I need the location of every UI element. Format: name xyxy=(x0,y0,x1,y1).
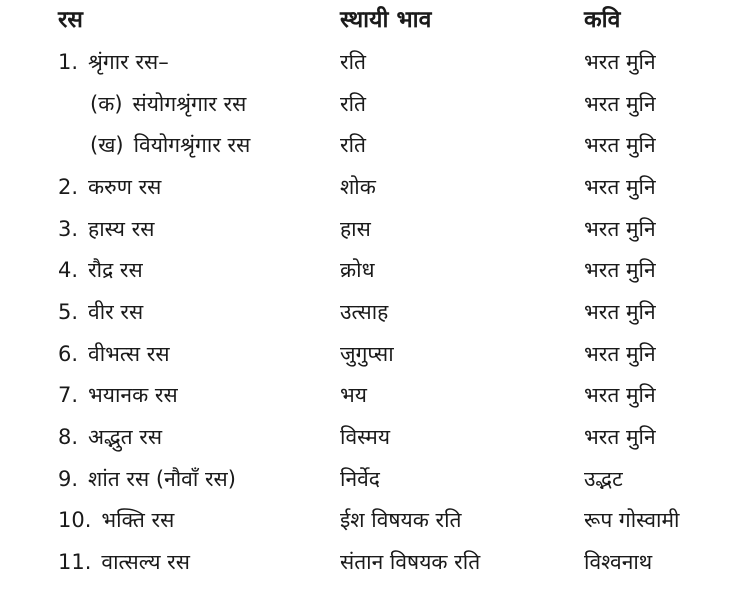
header-sthayi-bhav: स्थायी भाव xyxy=(340,7,432,33)
ras-cell xyxy=(58,417,162,457)
sthayi-bhav-cell: रति xyxy=(340,50,366,74)
ras-cell xyxy=(90,84,246,124)
row-number: 3. xyxy=(58,217,79,241)
ras-name: हास्य रस xyxy=(88,217,155,241)
kavi-cell: भरत मुनि xyxy=(584,342,656,366)
ras-cell xyxy=(58,209,154,249)
kavi-cell: भरत मुनि xyxy=(584,383,656,407)
kavi-cell: भरत मुनि xyxy=(584,258,656,282)
sthayi-bhav-cell: ईश विषयक रति xyxy=(340,508,462,532)
kavi-cell: रूप गोस्वामी xyxy=(584,508,680,532)
table-row xyxy=(0,125,747,165)
sthayi-bhav-cell: क्रोध xyxy=(340,258,375,282)
row-number: 11. xyxy=(58,550,92,574)
kavi-cell: भरत मुनि xyxy=(584,50,656,74)
sthayi-bhav-cell: निर्वेद xyxy=(340,467,380,491)
table-row xyxy=(0,334,747,374)
sthayi-bhav-cell: जुगुप्सा xyxy=(340,342,394,366)
sthayi-bhav-cell: विस्मय xyxy=(340,425,391,449)
ras-name: वीभत्स रस xyxy=(88,342,170,366)
ras-cell xyxy=(58,542,190,582)
ras-name: वात्सल्य रस xyxy=(101,550,190,574)
sthayi-bhav-cell: रति xyxy=(340,92,366,116)
table-row xyxy=(0,209,747,249)
ras-cell xyxy=(58,334,170,374)
row-number: 9. xyxy=(58,467,79,491)
kavi-cell: भरत मुनि xyxy=(584,425,656,449)
table-row xyxy=(0,292,747,332)
header-kavi: कवि xyxy=(584,7,621,33)
ras-name: करुण रस xyxy=(88,175,162,199)
ras-name: शांत रस (नौवाँ रस) xyxy=(88,467,236,491)
table-row xyxy=(0,42,747,82)
row-number: (ख) xyxy=(90,133,124,157)
row-number: 8. xyxy=(58,425,79,449)
kavi-cell: भरत मुनि xyxy=(584,175,656,199)
kavi-cell: भरत मुनि xyxy=(584,133,656,157)
row-number: 5. xyxy=(58,300,79,324)
ras-name: वियोगश्रृंगार रस xyxy=(133,133,251,157)
ras-cell xyxy=(58,250,143,290)
sthayi-bhav-cell: रति xyxy=(340,133,366,157)
sthayi-bhav-cell: हास xyxy=(340,217,371,241)
ras-cell xyxy=(58,167,161,207)
table-row xyxy=(0,459,747,499)
ras-name: भक्ति रस xyxy=(101,508,175,532)
row-number: 6. xyxy=(58,342,79,366)
ras-cell xyxy=(90,125,250,165)
ras-cell xyxy=(58,375,178,415)
ras-name: रौद्र रस xyxy=(88,258,143,282)
ras-cell xyxy=(58,42,169,82)
ras-cell xyxy=(58,459,236,499)
table-row xyxy=(0,417,747,457)
ras-name: वीर रस xyxy=(88,300,144,324)
row-number: 10. xyxy=(58,508,92,532)
sthayi-bhav-cell: उत्साह xyxy=(340,300,389,324)
table-row xyxy=(0,167,747,207)
header-row xyxy=(0,0,747,40)
kavi-cell: भरत मुनि xyxy=(584,92,656,116)
table-row xyxy=(0,84,747,124)
sthayi-bhav-cell: शोक xyxy=(340,175,376,199)
kavi-cell: विश्वनाथ xyxy=(584,550,653,574)
table-row xyxy=(0,542,747,582)
row-number: 1. xyxy=(58,50,79,74)
kavi-cell: उद्भट xyxy=(584,467,623,491)
ras-name: भयानक रस xyxy=(88,383,178,407)
ras-cell xyxy=(58,500,174,540)
ras-name: श्रृंगार रस– xyxy=(88,50,169,74)
header-ras: रस xyxy=(58,7,83,33)
ras-name: संयोगश्रृंगार रस xyxy=(132,92,247,116)
row-number: 2. xyxy=(58,175,79,199)
table-row xyxy=(0,250,747,290)
table-row xyxy=(0,500,747,540)
kavi-cell: भरत मुनि xyxy=(584,217,656,241)
row-number: 4. xyxy=(58,258,79,282)
table-row xyxy=(0,375,747,415)
ras-cell xyxy=(58,292,143,332)
row-number: 7. xyxy=(58,383,79,407)
sthayi-bhav-cell: संतान विषयक रति xyxy=(340,550,481,574)
sthayi-bhav-cell: भय xyxy=(340,383,367,407)
kavi-cell: भरत मुनि xyxy=(584,300,656,324)
ras-name: अद्भुत रस xyxy=(88,425,163,449)
row-number: (क) xyxy=(90,92,123,116)
